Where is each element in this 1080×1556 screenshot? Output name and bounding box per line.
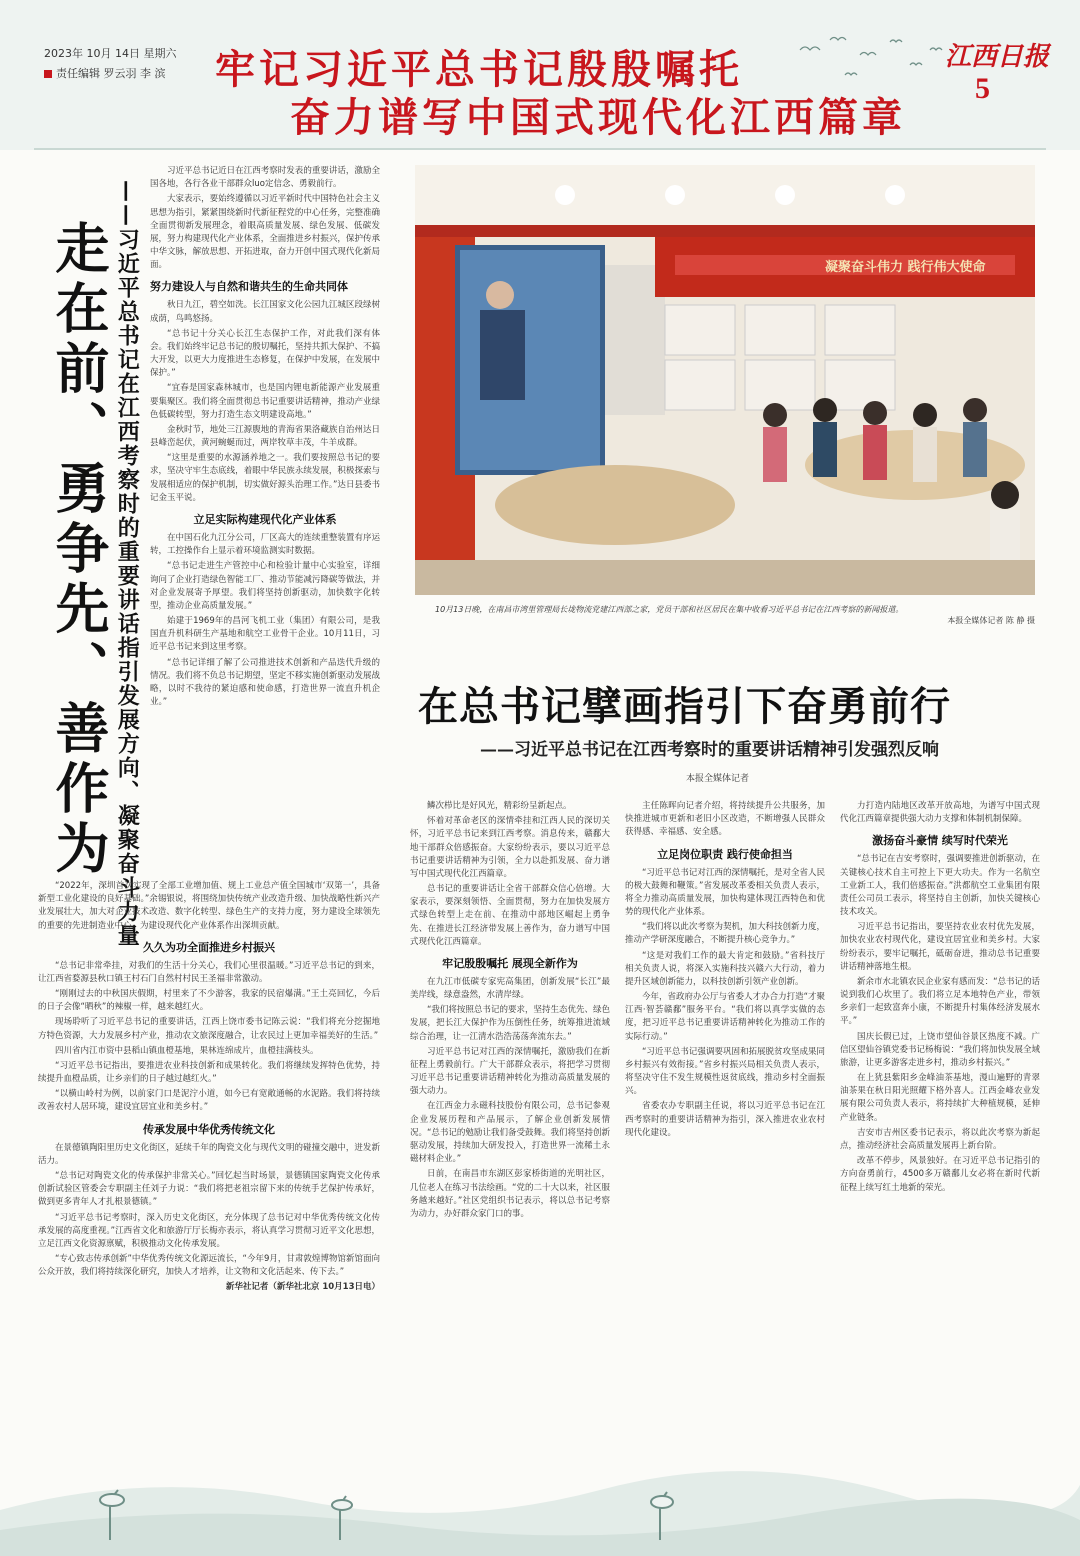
paragraph: 四川省内江市资中县稻山镇血橙基地，果林连绵成片，血橙挂满枝头。 <box>55 1045 319 1056</box>
main-column-1 <box>410 800 610 1223</box>
section-heading: 激扬奋斗豪情 续写时代荣光 <box>872 834 1008 848</box>
section-heading: 立足实际构建现代化产业体系 <box>193 513 337 526</box>
header-divider <box>34 148 1046 150</box>
paragraph: 国庆长假已过，上饶市望仙谷景区热度不减。广信区望仙谷镇党委书记杨梅说：“我们将加快发展全域旅游，让更多游客走进乡村，推动乡村振兴。” <box>840 1031 1040 1068</box>
paragraph: 总书记的重要讲话让全省干部群众信心倍增。大家表示，要深刻领悟、全面贯彻，努力在加快发展方式绿色转型上走在前、在推动中部地区崛起上勇争先、在推进长江经济带发展上善作为，奋力谱写中国式现代化江西篇章。 <box>410 884 610 947</box>
paragraph: “我们将按照总书记的要求，坚持生态优先、绿色发展，把长江大保护作为压倒性任务，统筹推进流域综合治理，让一江清水浩浩荡荡奔流东去。” <box>410 1005 610 1042</box>
banner-line-1: 牢记习近平总书记殷殷嘱托 <box>215 46 743 93</box>
main-byline: 本报全媒体记者 <box>686 774 750 784</box>
paragraph: 力打造内陆地区改革开放高地，为谱写中国式现代化江西篇章提供强大动力支撑和体制机制保障。 <box>840 801 1040 825</box>
caption-text: 10月13日晚，在南昌市湾里管理局长垅物流党建江西部之家，党员干部和社区居民在集中收看习近平总书记在江西考察的新闻报道。 <box>435 605 904 614</box>
paragraph: “总书记在吉安考察时，强调要推进创新驱动，在关键核心技术自主可控上下更大功夫。作为一名航空工业新工人，我们倍感振奋。”洪都航空工业集团有限责任公司员工表示，将坚持自主创新，加快关键核心技术攻关。 <box>840 854 1040 918</box>
paragraph: 在景德镇陶阳里历史文化街区，延续千年的陶瓷文化与现代文明的碰撞交融中，迸发新活力。 <box>38 1142 380 1166</box>
photo-caption <box>435 604 1035 626</box>
left-story-column-bottom <box>38 880 380 1297</box>
main-column-3 <box>840 800 1040 1197</box>
photo-illustration <box>415 165 1035 595</box>
news-photo <box>415 165 1035 595</box>
issue-date: 2023年 10月 14日 星期六 <box>44 47 177 60</box>
section-heading: 传承发展中华优秀传统文化 <box>143 1122 275 1136</box>
banner-line-2: 奋力谱写中国式现代化江西篇章 <box>290 94 906 141</box>
paragraph: 改革不停步，风景独好。在习近平总书记指引的方向奋勇前行，4500多万赣鄱儿女必将在新时代新征程上续写红土地新的荣光。 <box>840 1156 1040 1193</box>
paragraph: “这里是重要的水源涵养地之一。我们要按照总书记的要求，坚决守牢生态底线，着眼中华民族永续发展，积极探索与发展相适应的保护机制，切实做好源头治理工作。”达日县委书记金玉平说。 <box>150 453 380 503</box>
paragraph: “习近平总书记指出，要推进农业科技创新和成果转化。我们将继续发挥特色优势，持续提升血橙品质，让乡亲们的日子越过越红火。” <box>38 1060 380 1085</box>
red-square-icon <box>44 70 52 78</box>
paragraph: 在中国石化九江分公司，厂区高大的连续重整装置有序运转，工控操作台上显示着环境监测实时数据。 <box>150 533 380 557</box>
left-story-headline: 走在前、勇争先、善作为 <box>47 220 111 880</box>
paragraph: 在九江市低碳专家宪高集团，创新发展“长江”最美岸线，绿意盎然，水清岸绿。 <box>410 976 610 1001</box>
section-heading: 努力建设人与自然和谐共生的生命共同体 <box>150 280 348 294</box>
masthead <box>0 0 1080 150</box>
paragraph: 始建于1969年的昌河飞机工业（集团）有限公司，是我国直升机科研生产基地和航空工业骨干企业。10月11日，习近平总书记来到这里考察。 <box>150 616 380 653</box>
paragraph: 秋日九江，碧空如洗。长江国家文化公园九江城区段绿树成荫，鸟鸣悠扬。 <box>150 300 380 324</box>
paragraph: “总书记详细了解了公司推进技术创新和产品迭代升级的情况。我们将不负总书记期望，坚定不移实施创新驱动发展战略，以时不我待的紧迫感和使命感，打造世界一流直升机企业。” <box>150 657 380 708</box>
wall-banner-text: 凝聚奋斗伟力 践行伟大使命 <box>825 260 986 275</box>
section-heading: 立足岗位职责 践行使命担当 <box>657 847 793 861</box>
paragraph: “以横山岭村为例，以前家门口是泥泞小道，如今已有宽敞通畅的水泥路。我们将持续改善农村人居环境，建设宜居宜业和美乡村。” <box>38 1089 380 1113</box>
paragraph: “习近平总书记对江西的深情嘱托，是对全省人民的极大鼓舞和鞭策。”省发展改革委相关负责人表示，将全力推动高质量发展，加快构建体现江西特色和优势的现代化产业体系。 <box>625 867 825 918</box>
paragraph: 习近平总书记对江西的深情嘱托，激励我们在新征程上勇毅前行。广大干部群众表示，将把学习贯彻习近平总书记重要讲话精神转化为推动高质量发展的强大动力。 <box>410 1046 610 1097</box>
paragraph: 金秋时节，地处三江源腹地的青海省果洛藏族自治州达日县峰峦起伏，黄河蜿蜒而过，两岸牧草丰茂，牛羊成群。 <box>150 424 380 449</box>
paragraph: “刚刚过去的中秋国庆假期，村里来了不少游客，我家的民宿爆满。”王土亮回忆，今后的日子会像“晒秋”的辣椒一样，越来越红火。 <box>38 989 380 1013</box>
paragraph: 现场聆听了习近平总书记的重要讲话，江西上饶市委书记陈云说：“我们将充分挖掘地方特色资源，大力发展乡村产业，推动农文旅深度融合，让农民过上更加幸福美好的生活。” <box>38 1017 380 1041</box>
newspaper-logo: 江西日报 <box>945 42 1050 72</box>
paragraph: “总书记对陶瓷文化的传承保护非常关心。”回忆起当时场景，景德镇国家陶瓷文化传承创新试验区管委会专职副主任刘子力说：“我们将把老祖宗留下来的传统手艺保护传承好，做到更多青年人才扎根景德镇。” <box>38 1171 380 1208</box>
paragraph: 习近平总书记近日在江西考察时发表的重要讲话，激励全国各地，各行各业干部群众luo定信念、勇毅前行。 <box>150 166 380 190</box>
paragraph: “总书记非常牵挂，对我们的生活十分关心，我们心里很温暖。”习近平总书记的到来，让江西省婺源县秋口镇王村石门自然村村民王圣福非常激动。 <box>38 960 380 984</box>
paragraph: 吉安市吉州区委书记表示，将以此次考察为新起点，推动经济社会高质量发展再上新台阶。 <box>840 1127 1040 1151</box>
paragraph: 在江西金力永磁科技股份有限公司，总书记参观企业发展历程和产品展示，了解企业创新发展情况。“总书记的勉励让我们备受鼓舞。我们将坚持创新驱动发展，持续加大研发投入，打造世界一流稀土永磁材料企业。” <box>410 1101 610 1165</box>
paragraph: “2022年，深圳首次实现了全部工业增加值、规上工业总产值全国城市‘双第一’，具备新型工业化建设的良好基础。”余锡银说，将围绕加快传统产业改造升级、加快战略性新兴产业发展壮大，加大对企业技术改造、数字化转型、绿色生产的支持力度，努力建设全球领先的重要的先进制造业中心，为建设现代化产业体系作出深圳贡献。 <box>38 881 380 931</box>
paragraph: “总书记十分关心长江生态保护工作，对此我们深有体会。我们始终牢记总书记的殷切嘱托，坚持共抓大保护、不搞大开发，以更大力度推进生态修复，在保护中发展，在发展中保护。” <box>150 328 380 379</box>
paragraph: 大家表示，要始终遵循以习近平新时代中国特色社会主义思想为指引，紧紧围绕新时代新征程党的中心任务，完整准确全面贯彻新发展理念，着眼高质量发展、绿色发展、低碳发展，努力构建现代化产业体系，全面推进乡村振兴，保护传承中华文脉，解放思想、开拓进取，奋力开创中国式现代化新局面。 <box>150 194 380 271</box>
left-story-column-top <box>150 165 380 711</box>
main-headline: 在总书记擘画指引下奋勇前行 <box>418 683 951 730</box>
main-subheadline: ——习近平总书记在江西考察时的重要讲话精神引发强烈反响 <box>480 740 939 760</box>
story-byline: 新华社记者（新华社北京 10月13日电） <box>225 1282 380 1293</box>
paragraph: 日前，在南昌市东湖区彭家桥街道的光明社区，几位老人在练习书法绘画。“党的二十大以来，社区服务越来越好。”社区党组织书记表示，将以总书记考察为动力，办好群众家门口的事。 <box>410 1169 610 1219</box>
paragraph: 在上犹县紫阳乡金峰油茶基地，漫山遍野的青翠油茶果在秋日阳光照耀下格外喜人。江西金峰农业发展有限公司负责人表示，将持续扩大种植规模，延伸产业链条。 <box>840 1073 1040 1123</box>
paragraph: 今年，省政府办公厅与省委人才办合力打造“才聚江西·智荟赣鄱”服务平台。“我们将以真学实做的态度，把习近平总书记重要讲话精神转化为推动工作的实际行动。” <box>625 992 825 1042</box>
paragraph: “总书记走进生产管控中心和检验计量中心实验室，详细询问了企业打造绿色智能工厂、推动节能减污降碳等做法，并对企业发展寄予厚望。我们将坚持创新驱动，加快数字化转型，推动企业高质量发展。” <box>150 561 380 611</box>
section-heading: 久久为功全面推进乡村振兴 <box>143 940 275 954</box>
paragraph: “这是对我们工作的最大肯定和鼓励。”省科技厅相关负责人说，将深入实施科技兴赣六大行动，着力提升区域创新能力，以科技创新引领产业创新。 <box>625 950 825 987</box>
paragraph: “习近平总书记强调要巩固和拓展脱贫攻坚成果同乡村振兴有效衔接。”省乡村振兴局相关负责人表示，将坚决守住不发生规模性返贫底线，推动乡村全面振兴。 <box>625 1046 825 1097</box>
paragraph: “我们将以此次考察为契机，加大科技创新力度，推动产学研深度融合，不断提升核心竞争力。” <box>625 922 825 946</box>
paragraph: “专心致志传承创新”中华优秀传统文化源远流长，“今年9月，甘肃敦煌博物馆新馆面向公众开放，我们将持续深化研究，加快人才培养，让文物和文化活起来、传下去。” <box>38 1254 380 1278</box>
editor-names: 责任编辑 罗云羽 李 滨 <box>56 67 166 80</box>
editor-line <box>44 65 166 81</box>
left-story-subtitle: ——习近平总书记在江西考察时的重要讲话指引发展方向、凝聚奋斗力量 <box>114 180 141 948</box>
paragraph: 习近平总书记指出，要坚持农业农村优先发展，加快农业农村现代化，建设宜居宜业和美乡村。大家纷纷表示，要牢记嘱托，砥砺奋进，推动总书记重要讲话精神落地生根。 <box>840 922 1040 972</box>
page-number: 5 <box>975 72 990 105</box>
paragraph: 主任陈晖向记者介绍，将持续提升公共服务，加快推进城市更新和老旧小区改造，不断增强人民群众获得感、幸福感、安全感。 <box>625 801 825 838</box>
section-heading: 牢记殷殷嘱托 展现全新作为 <box>442 956 578 970</box>
paragraph: 新余市水北镇农民企业家有感而发：“总书记的话说到我们心坎里了。我们将立足本地特色产业，带领乡亲们一起致富奔小康，不断提升村集体经济发展水平。” <box>840 976 1040 1027</box>
paragraph: 怀着对革命老区的深情牵挂和江西人民的深切关怀，习近平总书记来到江西考察。消息传来，赣鄱大地干部群众倍感振奋。大家纷纷表示，要以习近平总书记重要讲话精神为引领，全力以赴抓发展、奋力谱写中国式现代化江西篇章。 <box>410 816 610 879</box>
photo-credit: 本报全媒体记者 陈 静 摄 <box>947 616 1035 626</box>
landscape-decoration <box>0 1390 1080 1556</box>
main-column-2 <box>625 800 825 1142</box>
paragraph: “宜春是国家森林城市，也是国内锂电新能源产业发展重要集聚区。我们将全面贯彻总书记重要讲话精神，推动产业绿色低碳转型，努力打造生态文明建设高地。” <box>150 383 380 420</box>
paragraph: “习近平总书记考察时，深入历史文化街区，充分体现了总书记对中华优秀传统文化传承发展的高度重视。”江西省文化和旅游厅厅长梅亦表示，将认真学习贯彻习近平文化思想，立足江西文化资源禀赋，积极推动文化传承发展。 <box>38 1212 380 1249</box>
paragraph: 省委农办专职副主任说，将以习近平总书记在江西考察时的重要讲话精神为指引，深入推进农业农村现代化建设。 <box>625 1101 825 1138</box>
paragraph: 鳞次栉比是好风光，精彩纷呈新起点。 <box>427 801 572 811</box>
